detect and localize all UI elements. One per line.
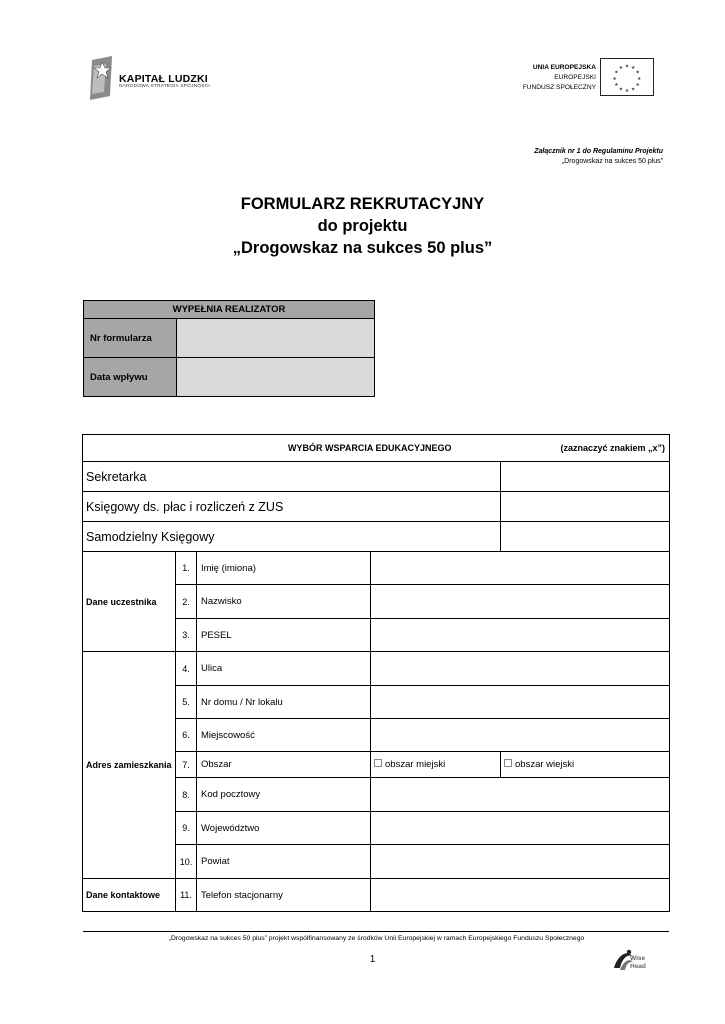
receipt-date-field[interactable] bbox=[177, 358, 375, 397]
svg-text:★: ★ bbox=[618, 66, 623, 72]
area-rural-label: obszar wiejski bbox=[515, 759, 575, 770]
footer-text: „Drogowskaz na sukces 50 plus” projekt współfinansowany ze środków Unii Europejskiej w ramach Europejskiego Funduszu Społecznego bbox=[168, 935, 585, 942]
field-number: 4. bbox=[176, 652, 197, 686]
area-urban-label: obszar miejski bbox=[385, 759, 446, 770]
annex-line2: „Drogowskaz na sukces 50 plus” bbox=[561, 158, 663, 165]
svg-text:★: ★ bbox=[631, 87, 636, 93]
pesel-field[interactable] bbox=[371, 619, 670, 652]
field-label: Telefon stacjonarny bbox=[197, 879, 371, 912]
wise-head-line2: Head bbox=[630, 963, 646, 970]
kapital-ludzki-subtitle: NARODOWA STRATEGIA SPÓJNOŚCI bbox=[119, 84, 210, 89]
group-address-label: Adres zamieszkania bbox=[83, 652, 176, 879]
support-choice-header bbox=[83, 435, 670, 462]
field-label: Obszar bbox=[197, 752, 371, 778]
form-number-field[interactable] bbox=[177, 319, 375, 358]
postal-code-field[interactable] bbox=[371, 778, 670, 812]
eu-logo-line2: EUROPEJSKI bbox=[554, 74, 596, 81]
support-choice-hint: (zaznaczyć znakiem „x”) bbox=[560, 443, 666, 453]
title-line3: „Drogowskaz na sukces 50 plus” bbox=[232, 239, 493, 257]
title-line2: do projektu bbox=[317, 217, 408, 235]
group-participant-label: Dane uczestnika bbox=[83, 552, 176, 652]
wise-head-text bbox=[630, 955, 646, 971]
wise-head-line1: Wise bbox=[630, 955, 646, 962]
svg-text:★: ★ bbox=[635, 70, 640, 76]
support-option-mark[interactable] bbox=[501, 522, 670, 552]
area-urban-option[interactable] bbox=[371, 752, 501, 778]
eu-logo-line1: UNIA EUROPEJSKA bbox=[532, 64, 596, 71]
svg-text:★: ★ bbox=[631, 66, 636, 72]
support-choice-title: WYBÓR WSPARCIA EDUKACYJNEGO bbox=[288, 443, 452, 453]
svg-text:★: ★ bbox=[612, 76, 617, 82]
landline-phone-field[interactable] bbox=[371, 879, 670, 912]
kapital-ludzki-title: KAPITAŁ LUDZKI bbox=[119, 73, 208, 85]
title-line1: FORMULARZ REKRUTACYJNY bbox=[240, 195, 485, 213]
realizator-header: WYPEŁNIA REALIZATOR bbox=[84, 301, 375, 319]
support-option-mark[interactable] bbox=[501, 462, 670, 492]
eu-logo-line3: FUNDUSZ SPOŁECZNY bbox=[522, 84, 596, 91]
support-option-label: Sekretarka bbox=[83, 462, 501, 492]
field-label: Ulica bbox=[197, 652, 371, 686]
voivodeship-field[interactable] bbox=[371, 812, 670, 845]
field-label: Województwo bbox=[197, 812, 371, 845]
svg-text:★: ★ bbox=[618, 87, 623, 93]
city-field[interactable] bbox=[371, 719, 670, 752]
area-rural-option[interactable] bbox=[501, 752, 670, 778]
field-label: Powiat bbox=[197, 845, 371, 879]
field-number: 9. bbox=[176, 812, 197, 845]
field-number: 8. bbox=[176, 778, 197, 812]
checkbox-icon[interactable] bbox=[374, 759, 382, 767]
receipt-date-label: Data wpływu bbox=[84, 358, 177, 397]
support-option-label: Księgowy ds. płac i rozliczeń z ZUS bbox=[83, 492, 501, 522]
group-contact-label: Dane kontaktowe bbox=[83, 879, 176, 912]
field-number: 1. bbox=[176, 552, 197, 585]
support-option-mark[interactable] bbox=[501, 492, 670, 522]
support-option-label: Samodzielny Księgowy bbox=[83, 522, 501, 552]
realizator-table bbox=[83, 300, 375, 397]
svg-text:★: ★ bbox=[624, 64, 630, 70]
first-name-field[interactable] bbox=[371, 552, 670, 585]
page-title bbox=[0, 193, 725, 259]
annex-line1: Załącznik nr 1 do Regulaminu Projektu bbox=[534, 148, 663, 155]
field-label: Imię (imiona) bbox=[197, 552, 371, 585]
field-number: 6. bbox=[176, 719, 197, 752]
page-number: 1 bbox=[369, 954, 376, 965]
svg-text:★: ★ bbox=[614, 70, 619, 76]
checkbox-icon[interactable] bbox=[504, 759, 512, 767]
street-field[interactable] bbox=[371, 652, 670, 686]
last-name-field[interactable] bbox=[371, 585, 670, 619]
field-number: 7. bbox=[176, 752, 197, 778]
svg-text:★: ★ bbox=[635, 83, 640, 88]
eu-logo-text bbox=[508, 63, 596, 93]
footer-divider bbox=[83, 931, 669, 932]
field-label: PESEL bbox=[197, 619, 371, 652]
eu-flag-icon bbox=[600, 58, 654, 96]
field-number: 5. bbox=[176, 686, 197, 719]
county-field[interactable] bbox=[371, 845, 670, 879]
recruitment-table bbox=[82, 434, 670, 912]
annex-note bbox=[534, 147, 663, 167]
field-number: 11. bbox=[176, 879, 197, 912]
field-label: Miejscowość bbox=[197, 719, 371, 752]
svg-text:★: ★ bbox=[614, 83, 619, 88]
field-number: 2. bbox=[176, 585, 197, 619]
field-label: Nazwisko bbox=[197, 585, 371, 619]
field-number: 3. bbox=[176, 619, 197, 652]
field-label: Nr domu / Nr lokalu bbox=[197, 686, 371, 719]
field-number: 10. bbox=[176, 845, 197, 879]
house-number-field[interactable] bbox=[371, 686, 670, 719]
svg-text:★: ★ bbox=[624, 89, 630, 95]
svg-text:★: ★ bbox=[637, 76, 642, 82]
field-label: Kod pocztowy bbox=[197, 778, 371, 812]
form-number-label: Nr formularza bbox=[84, 319, 177, 358]
